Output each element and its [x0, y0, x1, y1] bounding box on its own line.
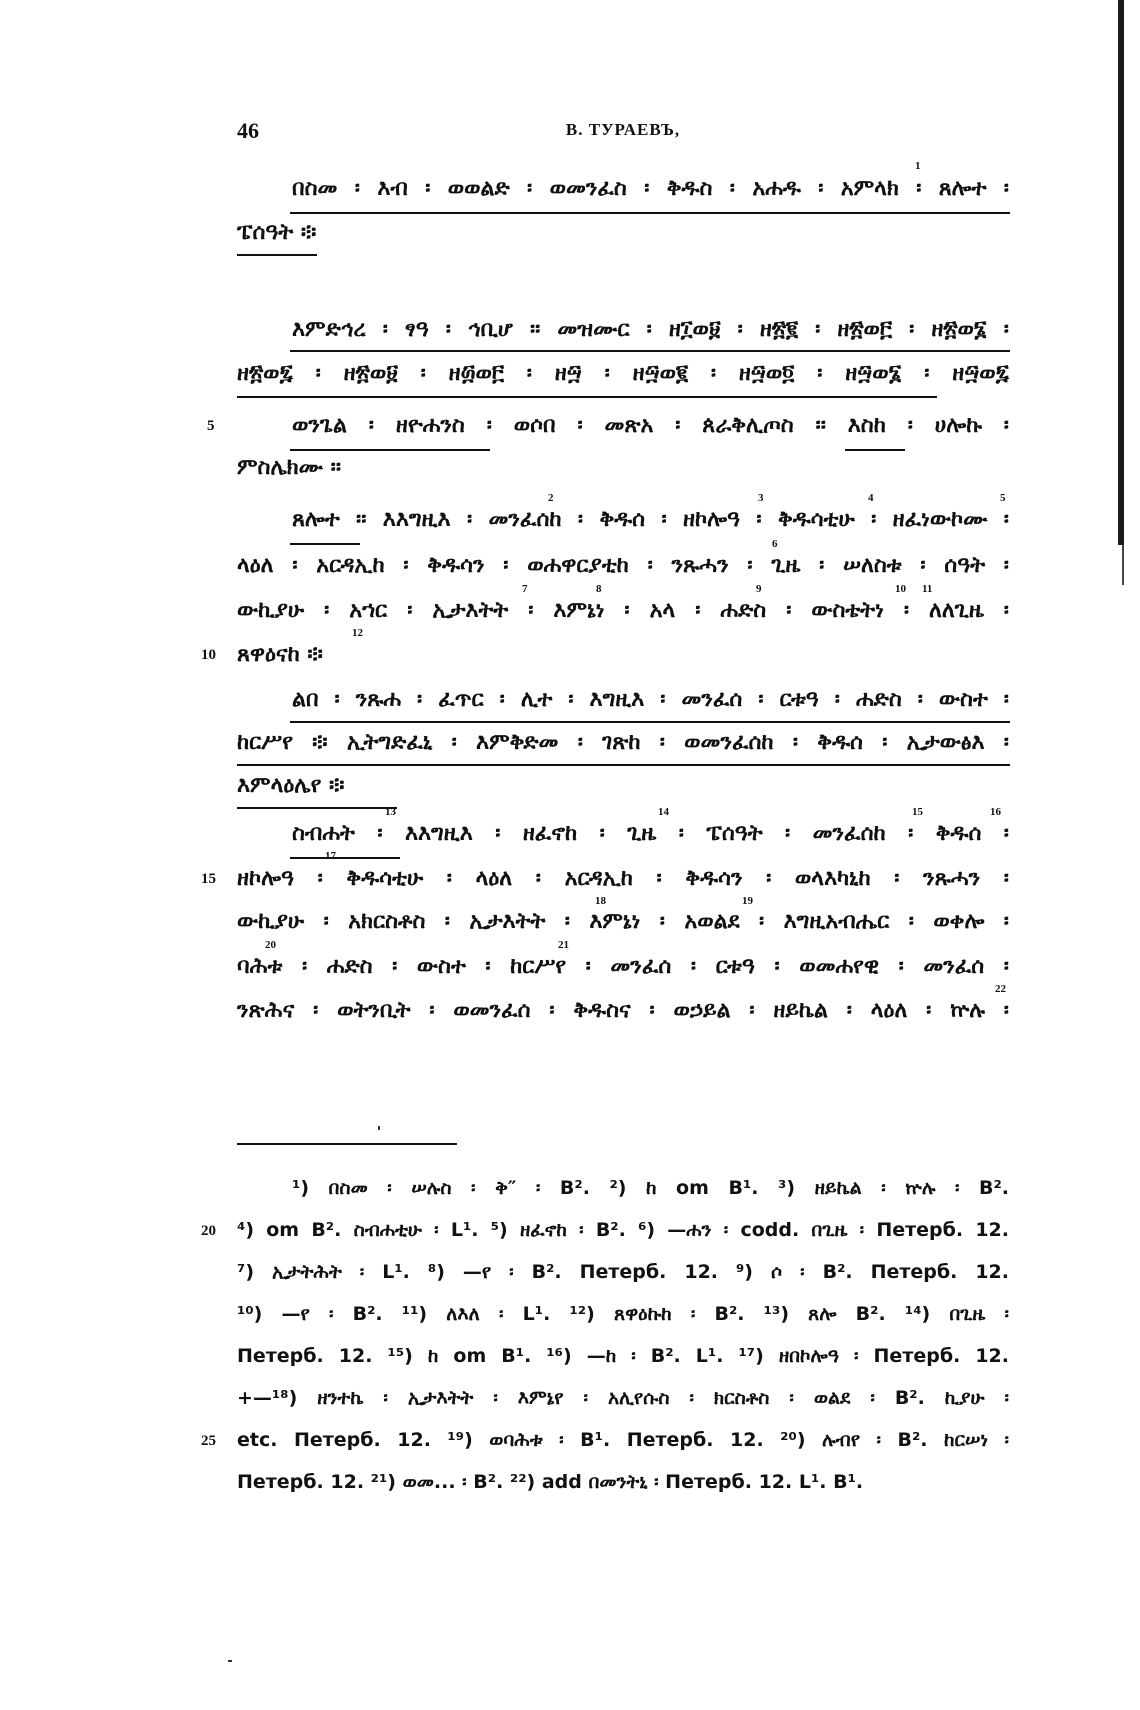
superscript-marker: 18 [595, 895, 606, 907]
underline-rule [237, 396, 937, 398]
superscript-marker: 15 [912, 806, 923, 818]
underline-rule [290, 212, 1010, 214]
scan-speck [228, 1660, 232, 1662]
running-head: В. ТУРАЕВЪ, [565, 120, 681, 139]
underline-rule [290, 543, 360, 545]
superscript-marker: 1 [915, 160, 921, 172]
text-line: እምድኅረ ፡ ፃዓ ፡ ኅቢሆ ፡፡ መዝሙር ፡ ዘ፲ወ፱ ፡ ዘ፳፪ ፡ ዘ፳ወ፫ ፡ ዘ፳ወ፮ ፡ [292, 317, 1009, 342]
footnote-line: ⁷) ኢታትሕት ፡ L¹. ⁸) —የ ፡ B². Петерб. 12. ⁹) ሶ ፡ B². Петерб. 12. [237, 1261, 1009, 1283]
superscript-marker: 19 [742, 895, 753, 907]
line-number: 5 [207, 418, 215, 434]
superscript-marker: 13 [385, 806, 396, 818]
text-line: ባሕቱ ፡ ሐድስ ፡ ውስተ ፡ ከርሥየ ፡ መንፈሰ ፡ ርቱዓ ፡ ወመሐየዊ ፡ መንፈሰ ፡ [237, 954, 1009, 979]
footnote-line: ¹) በስመ ፡ ሠሉስ ፡ ቅ″ ፡ B². ²) ከ om B¹. ³) ዘይኬል ፡ ኵሉ ፡ B². [292, 1177, 1009, 1199]
scan-edge [1122, 545, 1124, 585]
text-line: ጸሎተ ፡፡ እእግዚእ ፡ መንፈሰከ ፡ ቅዱሰ ፡ ዘኮሎዓ ፡ ቅዱሳቲሁ ፡ ዘፈነውኮሙ ፡ [292, 507, 1009, 532]
text-line: ልበ ፡ ንጹሐ ፡ ፈጥር ፡ ሊተ ፡ እግዚእ ፡ መንፈሰ ፡ ርቱዓ ፡ ሐድስ ፡ ውስተ ፡ [292, 687, 1009, 712]
footnote-line: etc. Петерб. 12. ¹⁹) ወባሕቱ ፡ B¹. Петерб. 12. ²⁰) ሉብየ ፡ B². ከርሠነ ፡ [237, 1429, 1009, 1451]
superscript-marker: 3 [758, 492, 764, 504]
underline-rule [237, 807, 397, 809]
underline-rule [290, 721, 1010, 723]
superscript-marker: 17 [325, 850, 336, 862]
text-line: ውኪያሁ ፡ አኀር ፡ ኢታእትት ፡ እምኔነ ፡ አላ ፡ ሐድስ ፡ ውስቴትነ ፡ ለለጊዜ ፡ [237, 598, 1009, 623]
page-number: 46 [237, 118, 259, 143]
superscript-marker: 12 [352, 627, 363, 639]
line-number: 15 [201, 871, 216, 887]
line-number: 10 [201, 647, 216, 663]
superscript-marker: 5 [1000, 492, 1006, 504]
footnote-line: Петерб. 12. ²¹) ወመ... ፡ B². ²²) add በመንትኒ ፡ Петерб. 12. L¹. B¹. [237, 1471, 864, 1493]
underline-rule [290, 857, 400, 859]
page-header [237, 118, 1009, 148]
scan-edge [1118, 0, 1124, 545]
superscript-marker: 11 [922, 583, 933, 595]
text-line: ስብሐት ፡ እእግዚእ ፡ ዘፈኖከ ፡ ጊዜ ፡ ፔሰዓት ፡ መንፈሰከ ፡ ቅዱሰ ፡ [292, 821, 1009, 846]
text-line: ላዕለ ፡ አርዳኢከ ፡ ቅዱሳን ፡ ወሐዋርያቲከ ፡ ንጹሓን ፡ ጊዜ ፡ ሠለስቱ ፡ ሰዓት ፡ [237, 553, 1009, 578]
text-line: ዘ፳ወ፯ ፡ ዘ፳ወ፱ ፡ ዘ፴ወ፫ ፡ ዘ፵ ፡ ዘ፵ወ፪ ፡ ዘ፵ወ፬ ፡ ዘ፵ወ፮ ፡ ዘ፵ወ፯ [237, 361, 1009, 386]
text-line: ወንጌል ፡ ዘዮሐንስ ፡ ወሶበ ፡ መጽአ ፡ ጰራቅሊጦስ ፡፡ እስከ ፡ ሀሎኩ ፡ [292, 413, 1009, 438]
underline-rule [237, 254, 317, 256]
scan-speck [378, 1126, 380, 1130]
superscript-marker: 21 [558, 939, 569, 951]
line-number: 20 [201, 1223, 216, 1239]
superscript-marker: 8 [596, 583, 602, 595]
superscript-marker: 2 [548, 492, 554, 504]
superscript-marker: 10 [895, 583, 906, 595]
underline-rule [290, 449, 490, 451]
text-line: ንጽሕና ፡ ወትንቢት ፡ ወመንፈሰ ፡ ቅዱስና ፡ ወኃይል ፡ ዘይኬል ፡ ላዕለ ፡ ኵሉ ፡ [237, 998, 1009, 1023]
superscript-marker: 20 [265, 939, 276, 951]
underline-rule [845, 449, 905, 451]
footnote-line: Петерб. 12. ¹⁵) ከ om B¹. ¹⁶) —ከ ፡ B². L¹. ¹⁷) ዘበኮሎዓ ፡ Петерб. 12. [237, 1345, 1009, 1367]
text-line: ፔሰዓት ፨ [237, 220, 317, 245]
footnote-line: +—¹⁸) ዘንተኬ ፡ ኢታእትት ፡ እምኔየ ፡ አሊየሱስ ፡ ክርስቶስ ፡ ወልደ ፡ B². ኪያሁ ፡ [237, 1387, 1009, 1409]
footnote-line: ¹⁰) —የ ፡ B². ¹¹) ለእለ ፡ L¹. ¹²) ጸዋዕኩከ ፡ B². ¹³) ጸሎ B². ¹⁴) በጊዜ ፡ [237, 1303, 1009, 1325]
text-line: ጸዋዕናከ ፨ [237, 642, 323, 667]
superscript-marker: 7 [522, 583, 528, 595]
superscript-marker: 16 [990, 806, 1001, 818]
superscript-marker: 4 [868, 492, 874, 504]
superscript-marker: 14 [658, 806, 669, 818]
underline-rule [290, 350, 1010, 352]
text-line: ዘኮሎዓ ፡ ቅዱሳቲሁ ፡ ላዕለ ፡ አርዳኢከ ፡ ቅዱሳን ፡ ወላእካኒከ ፡ ንጹሓን ፡ [237, 866, 1009, 891]
underline-rule [237, 764, 1010, 766]
text-line: በስመ ፡ እብ ፡ ወወልድ ፡ ወመንፈስ ፡ ቅዱስ ፡ አሐዱ ፡ አምላክ ፡ ጸሎተ ፡ [292, 176, 1009, 201]
footnote-line: ⁴) om B². ስብሐቲሁ ፡ L¹. ⁵) ዘፈኖከ ፡ B². ⁶) —ሐን ፡ codd. በጊዜ ፡ Петерб. 12. [237, 1219, 1009, 1241]
superscript-marker: 22 [995, 983, 1006, 995]
text-line: ከርሥየ ፨ ኢትግድፈኒ ፡ እምቅድመ ፡ ገጽከ ፡ ወመንፈሰከ ፡ ቅዱሰ ፡ ኢታውፅእ ፡ [237, 730, 1009, 755]
footnote-separator [237, 1143, 457, 1145]
line-number: 25 [201, 1433, 216, 1449]
text-line: ውኪያሁ ፡ አክርስቶስ ፡ ኢታእትት ፡ እምኔነ ፡ አወልደ ፡ እግዚአብሔር ፡ ወቀሎ ፡ [237, 909, 1009, 934]
text-line: ምስሌክሙ ፡፡ [237, 455, 342, 480]
superscript-marker: 6 [772, 538, 778, 550]
text-line: እምላዕሌየ ፨ [237, 773, 345, 798]
superscript-marker: 9 [756, 583, 762, 595]
